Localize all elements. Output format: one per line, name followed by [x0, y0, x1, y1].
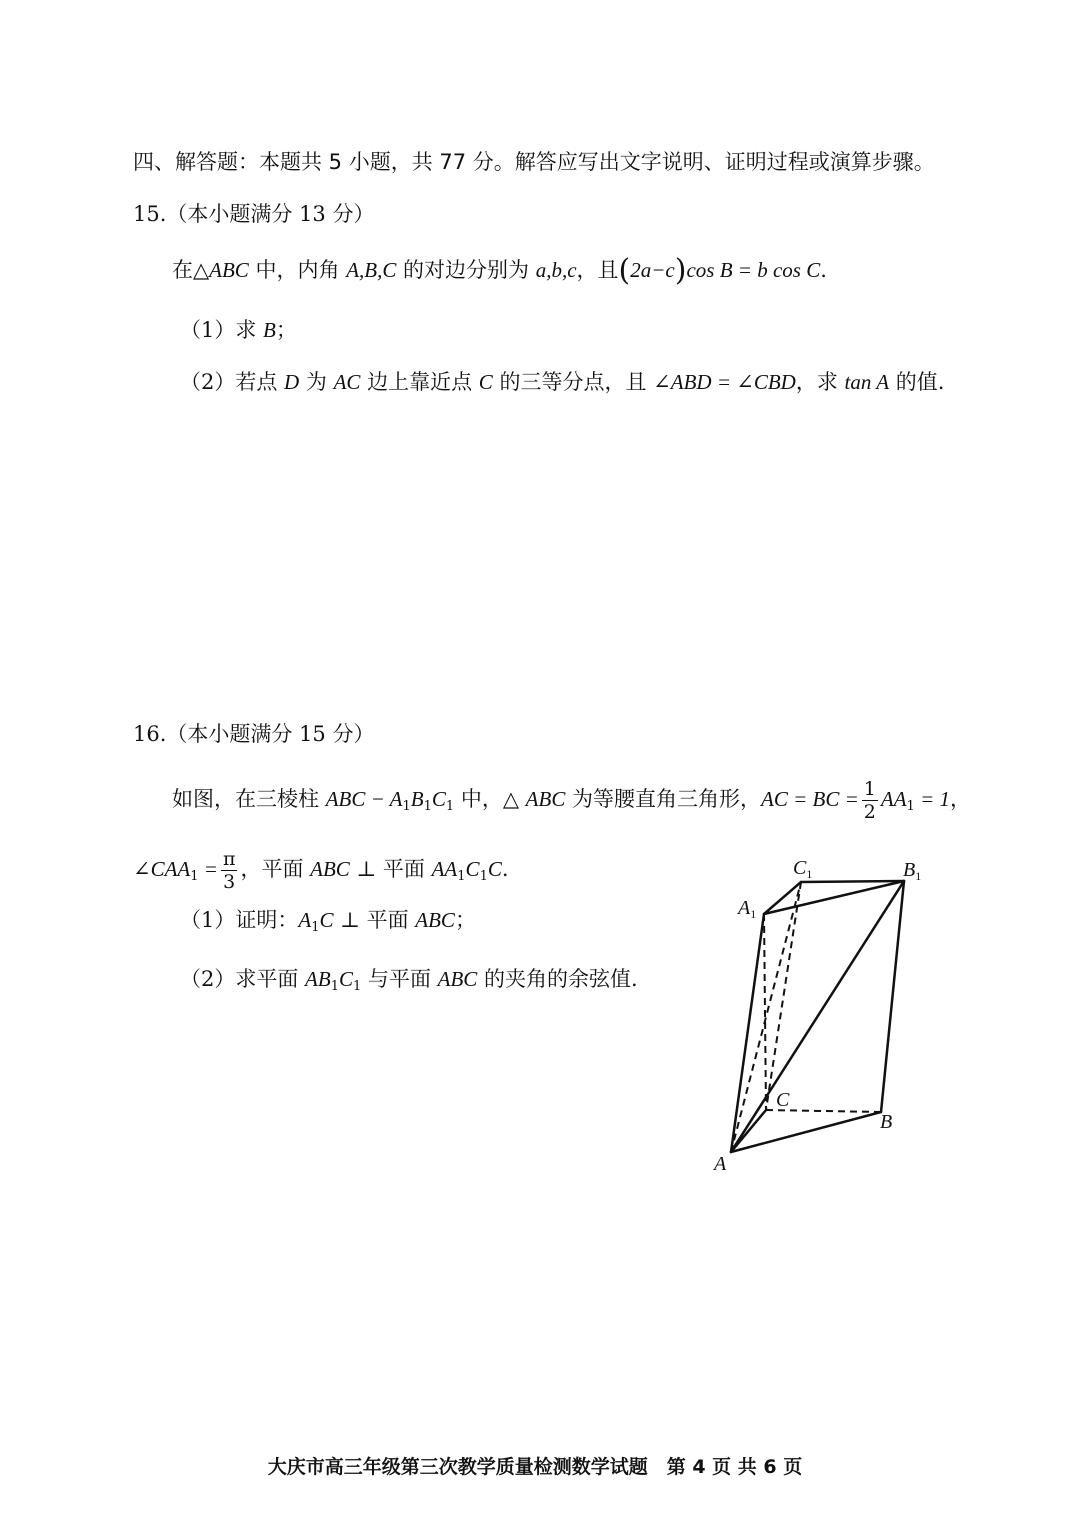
- part-math: ∠ABD = ∠CBD: [653, 370, 796, 394]
- stem-math: = 1: [914, 787, 950, 811]
- part-text: （2）求平面: [180, 967, 306, 991]
- stem-math: C: [465, 857, 480, 881]
- part-text: 的值.: [889, 370, 945, 394]
- paren-close: ): [674, 253, 687, 288]
- section-heading: 四、解答题：本题共 5 小题，共 77 分。解答应写出文字说明、证明过程或演算步骤。: [133, 150, 935, 174]
- subscript: 1: [457, 869, 466, 884]
- stem-text: 在△: [172, 258, 210, 282]
- stem-text: ，: [950, 787, 971, 811]
- edge-c1-b1: [801, 881, 904, 882]
- edge-a1-c: [764, 914, 766, 1110]
- part-text: 为: [299, 370, 334, 394]
- stem-text: ，平面: [240, 857, 311, 881]
- subscript: 1: [445, 799, 455, 814]
- part-math: ABC: [415, 908, 455, 932]
- stem-math: AC = BC =: [761, 787, 859, 811]
- stem-math: −c: [651, 258, 675, 282]
- part-math: A: [298, 908, 312, 932]
- fraction-numerator: 1: [863, 778, 876, 800]
- part-text: 的夹角的余弦值.: [477, 967, 638, 991]
- stem-math: a,b,c: [535, 258, 577, 282]
- stem-text: ，且: [576, 258, 619, 282]
- subscript: 1: [311, 920, 320, 935]
- paren-open: (: [618, 253, 631, 288]
- stem-math: C: [487, 857, 502, 881]
- fraction-numerator: π: [222, 848, 236, 870]
- stem-math: ∠CAA: [133, 857, 191, 881]
- question-16-heading: 16.（本小题满分 15 分）: [133, 722, 375, 746]
- part-math: D: [284, 370, 300, 394]
- edge-b1-b: [881, 881, 904, 1112]
- part-text: 的三等分点，且: [492, 370, 654, 394]
- stem-math: ABC: [310, 857, 350, 881]
- stem-math: =: [198, 857, 218, 881]
- part-text: （1）求: [180, 318, 264, 342]
- stem-text: 为等腰直角三角形，: [565, 787, 762, 811]
- vertex-label-a1: $A_1$: [738, 897, 757, 921]
- subscript: 1: [190, 869, 199, 884]
- part-text: 边上靠近点: [360, 370, 479, 394]
- question-15-part-1: [180, 316, 297, 344]
- part-math: C: [478, 370, 493, 394]
- subscript: 1: [479, 869, 488, 884]
- stem-math: A,B,C: [346, 258, 397, 282]
- subscript: 1: [423, 799, 432, 814]
- stem-math: AA: [880, 787, 907, 811]
- subscript: 1: [906, 799, 915, 814]
- question-16-stem-line-1: [172, 778, 971, 823]
- vertex-label-c: C: [776, 1089, 790, 1111]
- vertex-label-b1: $B_1$: [903, 859, 922, 883]
- part-text: （2）若点: [180, 370, 285, 394]
- subscript: 1: [402, 799, 411, 814]
- subscript: 1: [330, 979, 339, 994]
- question-15-part-2: [180, 368, 944, 396]
- stem-text: 中，内角: [248, 258, 347, 282]
- part-text: 与平面: [361, 967, 438, 991]
- part-text: （1）证明：: [180, 908, 299, 932]
- part-math: ABC: [437, 967, 478, 991]
- fraction-pi-over-three: [221, 848, 238, 893]
- part-math: C: [338, 967, 353, 991]
- part-text: ⊥ 平面: [333, 908, 416, 932]
- part-math: B: [263, 318, 276, 342]
- stem-text: ⊥ 平面: [349, 857, 432, 881]
- stem-math: 2a: [630, 258, 652, 282]
- vertex-label-a: A: [714, 1153, 727, 1175]
- part-math: AC: [333, 370, 361, 394]
- part-text: ，求: [795, 370, 845, 394]
- edge-a1-b1: [764, 881, 904, 914]
- stem-math: ABC − A: [325, 787, 403, 811]
- question-15-heading: 15.（本小题满分 13 分）: [133, 202, 375, 226]
- question-16-part-2: [180, 965, 638, 1001]
- question-16-stem-line-2: [133, 848, 509, 893]
- stem-math: B: [410, 787, 424, 811]
- stem-text: .: [820, 258, 827, 282]
- part-math: tan A: [844, 370, 890, 394]
- part-text: ；: [454, 908, 476, 932]
- stem-text: 中，△: [454, 787, 526, 811]
- stem-text: 如图，在三棱柱: [172, 787, 326, 811]
- stem-math: C: [431, 787, 446, 811]
- fraction-one-half: [862, 778, 878, 823]
- stem-math: ABC: [525, 787, 566, 811]
- footer-text: 大庆市高三年级第三次教学质量检测数学试题 第 4 页 共 6 页: [267, 1456, 803, 1478]
- page-footer: [0, 1452, 1080, 1479]
- question-16-part-1: [180, 906, 476, 942]
- stem-math: AA: [431, 857, 458, 881]
- stem-math: cos B = b cos C: [686, 258, 821, 282]
- hidden-edges: [731, 882, 881, 1152]
- stem-math: ABC: [209, 258, 249, 282]
- stem-text: 的对边分别为: [396, 258, 536, 282]
- part-math: C: [319, 908, 334, 932]
- subscript: 1: [353, 979, 362, 994]
- stem-text: .: [501, 857, 509, 881]
- part-text: ；: [275, 318, 297, 342]
- edge-a1-a: [731, 914, 764, 1152]
- question-15-stem: [172, 253, 827, 288]
- vertex-label-c1: $C_1$: [793, 857, 813, 881]
- vertex-label-b: B: [880, 1111, 893, 1133]
- fraction-denominator: 3: [223, 871, 236, 893]
- part-math: AB: [305, 967, 331, 991]
- fraction-denominator: 2: [863, 801, 876, 823]
- triangular-prism-figure: [700, 850, 940, 1180]
